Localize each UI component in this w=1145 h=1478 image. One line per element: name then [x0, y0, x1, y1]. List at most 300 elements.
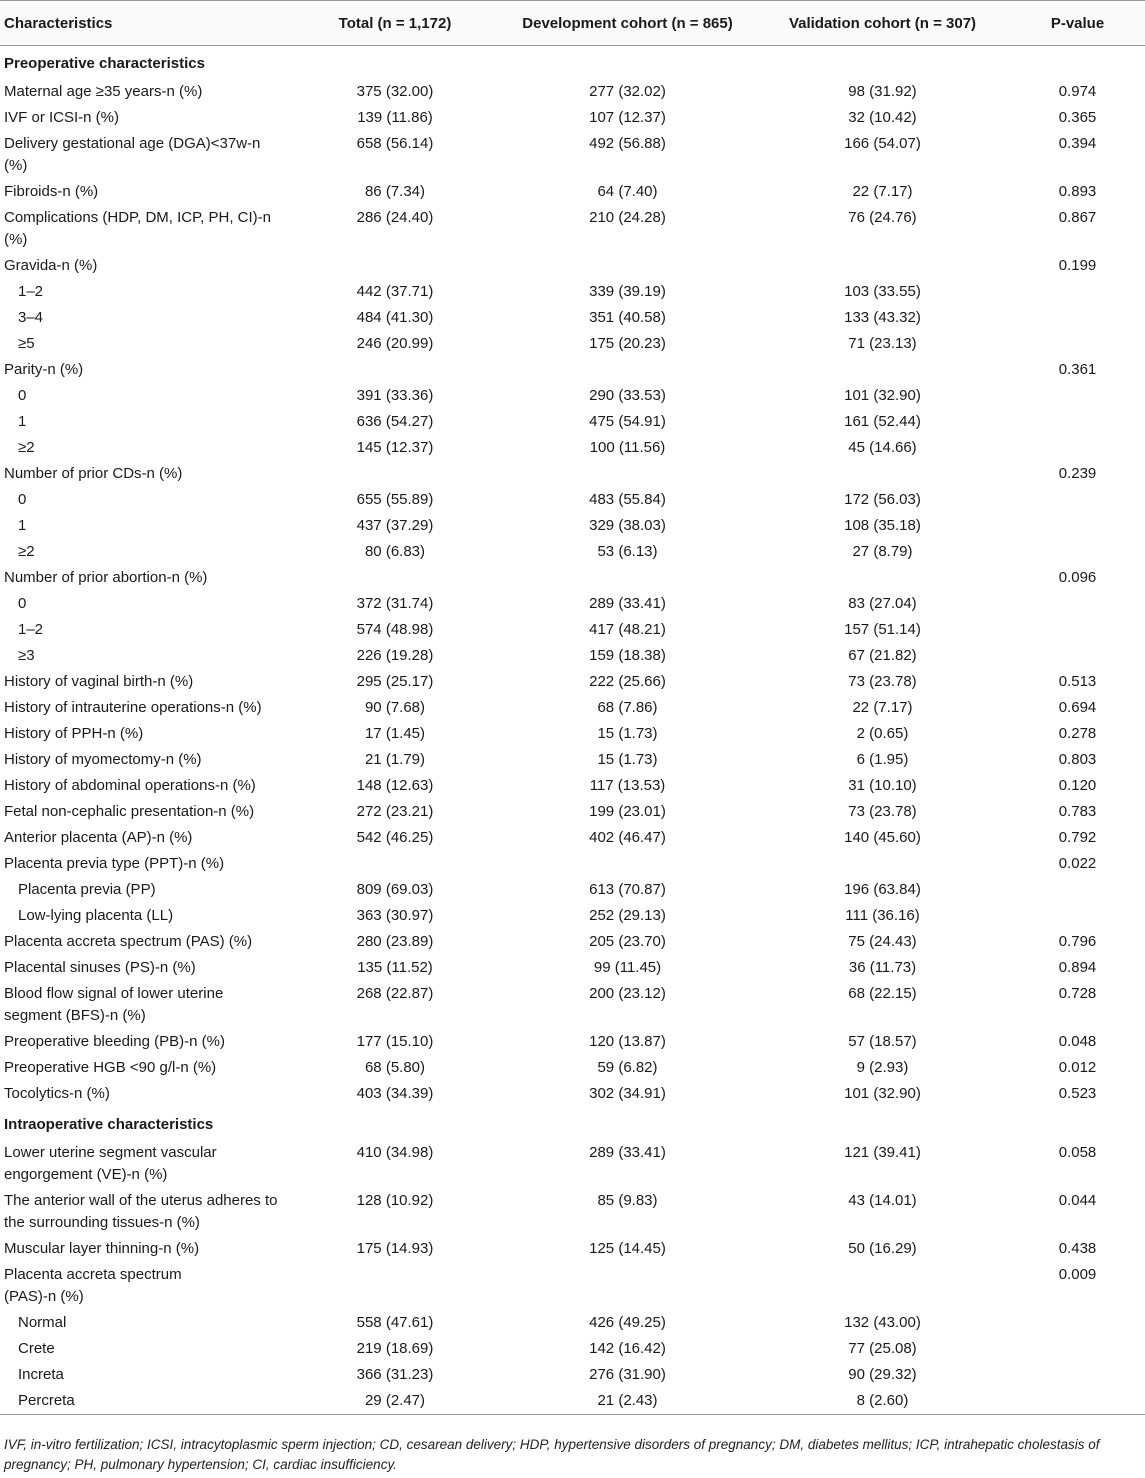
characteristic-label: Gravida-n (%) — [4, 257, 98, 274]
total-cell: 128 (10.92) — [356, 1192, 434, 1209]
development-cohort-cell: 59 (6.82) — [597, 1059, 658, 1076]
table-subrow — [0, 591, 1145, 617]
p-value-cell — [1010, 409, 1145, 435]
characteristic-label: The anterior wall of the uterus adheres to the surrounding tissues-n (%) — [4, 1192, 278, 1231]
validation-cohort-cell: 103 (33.55) — [844, 283, 921, 300]
characteristic-cell — [0, 409, 290, 435]
characteristic-label: 1 — [18, 413, 27, 430]
validation-cohort-cell: 45 (14.66) — [848, 439, 917, 456]
table-subrow — [0, 1362, 1145, 1388]
characteristic-cell — [0, 617, 290, 643]
characteristic-cell — [0, 721, 290, 747]
characteristic-cell — [0, 903, 290, 929]
validation-cohort-cell — [755, 357, 1010, 383]
total-cell: 366 (31.23) — [356, 1366, 434, 1383]
characteristic-label: Percreta — [18, 1392, 75, 1409]
characteristic-cell — [0, 773, 290, 799]
table-row — [0, 721, 1145, 747]
table-row — [0, 981, 1145, 1029]
validation-cohort-cell: 9 (2.93) — [856, 1059, 909, 1076]
validation-cohort-cell — [755, 565, 1010, 591]
validation-cohort-cell: 6 (1.95) — [856, 751, 909, 768]
development-cohort-cell: 426 (49.25) — [589, 1314, 666, 1331]
table-row — [0, 105, 1145, 131]
header-total: Total (n = 1,172) — [290, 1, 500, 46]
characteristic-label: History of myomectomy-n (%) — [4, 751, 202, 768]
total-cell: 372 (31.74) — [356, 595, 434, 612]
p-value-cell: 0.012 — [1058, 1059, 1097, 1076]
characteristic-label: ≥2 — [18, 543, 35, 560]
development-cohort-cell: 85 (9.83) — [597, 1192, 658, 1209]
p-value-cell — [1010, 1388, 1145, 1415]
characteristic-cell — [0, 357, 290, 383]
characteristic-label: IVF or ICSI-n (%) — [4, 109, 120, 126]
characteristic-cell — [0, 1388, 290, 1415]
characteristic-label: Lower uterine segment vascular engorgement (VE)-n (%) — [4, 1144, 217, 1183]
characteristic-label: Delivery gestational age (DGA)<37w-n (%) — [4, 135, 261, 174]
development-cohort-cell: 252 (29.13) — [589, 907, 666, 924]
table-row — [0, 669, 1145, 695]
validation-cohort-cell: 27 (8.79) — [852, 543, 913, 560]
p-value-cell: 0.893 — [1058, 183, 1097, 200]
development-cohort-cell: 290 (33.53) — [589, 387, 666, 404]
characteristic-label: Complications (HDP, DM, ICP, PH, CI)-n (%) — [4, 209, 272, 248]
p-value-cell: 0.058 — [1058, 1144, 1097, 1161]
validation-cohort-cell: 172 (56.03) — [844, 491, 921, 508]
validation-cohort-cell: 90 (29.32) — [848, 1366, 917, 1383]
p-value-cell: 0.438 — [1058, 1240, 1097, 1257]
characteristic-cell — [0, 1029, 290, 1055]
validation-cohort-cell: 101 (32.90) — [844, 387, 921, 404]
characteristic-cell — [0, 1081, 290, 1107]
total-cell: 272 (23.21) — [356, 803, 434, 820]
characteristic-cell — [0, 179, 290, 205]
characteristic-label: Maternal age ≥35 years-n (%) — [4, 83, 203, 100]
characteristic-cell — [0, 1362, 290, 1388]
validation-cohort-cell: 101 (32.90) — [844, 1085, 921, 1102]
development-cohort-cell — [500, 1262, 755, 1310]
characteristic-cell — [0, 1188, 290, 1236]
table-subrow — [0, 903, 1145, 929]
p-value-cell: 0.523 — [1058, 1085, 1097, 1102]
characteristic-cell — [0, 1236, 290, 1262]
characteristic-cell — [0, 877, 290, 903]
table-row — [0, 825, 1145, 851]
table-row — [0, 179, 1145, 205]
characteristic-label: 0 — [18, 491, 27, 508]
validation-cohort-cell: 98 (31.92) — [848, 83, 917, 100]
total-cell: 286 (24.40) — [356, 209, 434, 226]
table-subrow — [0, 877, 1145, 903]
p-value-cell: 0.803 — [1058, 751, 1097, 768]
table-subrow — [0, 305, 1145, 331]
total-cell: 363 (30.97) — [356, 907, 434, 924]
p-value-cell — [1010, 1336, 1145, 1362]
total-cell: 29 (2.47) — [290, 1388, 500, 1415]
validation-cohort-cell: 32 (10.42) — [848, 109, 917, 126]
p-value-cell: 0.278 — [1058, 725, 1097, 742]
development-cohort-cell: 68 (7.86) — [597, 699, 658, 716]
total-cell: 437 (37.29) — [356, 517, 434, 534]
total-cell: 375 (32.00) — [356, 83, 434, 100]
characteristic-label: ≥3 — [18, 647, 35, 664]
characteristic-label: Crete — [18, 1340, 55, 1357]
table-row — [0, 1081, 1145, 1107]
characteristic-label: 1–2 — [18, 283, 44, 300]
characteristic-cell — [0, 1140, 290, 1188]
header-development-cohort: Development cohort (n = 865) — [500, 1, 755, 46]
characteristic-cell — [0, 461, 290, 487]
validation-cohort-cell: 83 (27.04) — [848, 595, 917, 612]
table-body — [0, 46, 1145, 1415]
validation-cohort-cell: 31 (10.10) — [848, 777, 917, 794]
header-row — [0, 1, 1145, 46]
characteristic-label: History of abdominal operations-n (%) — [4, 777, 256, 794]
characteristic-label: Number of prior CDs-n (%) — [4, 465, 183, 482]
validation-cohort-cell: 57 (18.57) — [848, 1033, 917, 1050]
characteristic-label: 1 — [18, 517, 27, 534]
p-value-cell — [1010, 643, 1145, 669]
section-header-row — [0, 46, 1145, 80]
table-row — [0, 851, 1145, 877]
development-cohort-cell: 210 (24.28) — [589, 209, 666, 226]
total-cell: 574 (48.98) — [356, 621, 434, 638]
total-cell: 80 (6.83) — [364, 543, 426, 560]
p-value-cell — [1010, 877, 1145, 903]
validation-cohort-cell: 67 (21.82) — [848, 647, 917, 664]
total-cell — [290, 357, 500, 383]
characteristic-cell — [0, 591, 290, 617]
total-cell: 442 (37.71) — [356, 283, 434, 300]
table-subrow — [0, 1336, 1145, 1362]
table-footnote: IVF, in-vitro fertilization; ICSI, intracytoplasmic sperm injection; CD, cesarean delivery; HDP, hypertensive disorders of pregnancy; DM, diabetes mellitus; ICP, intrahepatic cholestasis of pregnancy; PH, pulmonary hypertension; CI, cardiac insufficiency. — [4, 1437, 1100, 1472]
table-row — [0, 929, 1145, 955]
table-row — [0, 955, 1145, 981]
characteristic-label: Number of prior abortion-n (%) — [4, 569, 208, 586]
p-value-cell — [1010, 331, 1145, 357]
characteristic-cell — [0, 1055, 290, 1081]
total-cell: 280 (23.89) — [356, 933, 434, 950]
table-subrow — [0, 617, 1145, 643]
total-cell: 219 (18.69) — [356, 1340, 434, 1357]
p-value-cell: 0.796 — [1058, 933, 1097, 950]
characteristic-cell — [0, 747, 290, 773]
characteristic-cell — [0, 253, 290, 279]
table-subrow — [0, 513, 1145, 539]
characteristic-cell — [0, 669, 290, 695]
total-cell: 542 (46.25) — [356, 829, 434, 846]
validation-cohort-cell — [755, 851, 1010, 877]
characteristic-cell — [0, 565, 290, 591]
development-cohort-cell: 483 (55.84) — [589, 491, 666, 508]
characteristic-cell — [0, 1310, 290, 1336]
p-value-cell: 0.728 — [1058, 985, 1097, 1002]
total-cell: 175 (14.93) — [356, 1240, 434, 1257]
characteristic-label: ≥2 — [18, 439, 35, 456]
p-value-cell: 0.867 — [1058, 209, 1097, 226]
section-title: Intraoperative characteristics — [4, 1116, 214, 1133]
characteristic-cell — [0, 799, 290, 825]
p-value-cell: 0.009 — [1058, 1266, 1097, 1283]
total-cell: 403 (34.39) — [356, 1085, 434, 1102]
p-value-cell: 0.120 — [1058, 777, 1097, 794]
table-row — [0, 1029, 1145, 1055]
table-row — [0, 253, 1145, 279]
validation-cohort-cell: 73 (23.78) — [848, 673, 917, 690]
development-cohort-cell — [500, 461, 755, 487]
characteristic-label: 0 — [18, 595, 27, 612]
table-subrow — [0, 383, 1145, 409]
characteristic-cell — [0, 929, 290, 955]
characteristic-label: Blood flow signal of lower uterine segment (BFS)-n (%) — [4, 985, 224, 1024]
validation-cohort-cell — [755, 461, 1010, 487]
characteristic-label: Parity-n (%) — [4, 361, 84, 378]
characteristic-label: Placental sinuses (PS)-n (%) — [4, 959, 196, 976]
characteristic-label: Placenta accreta spectrum (PAS) (%) — [4, 933, 253, 950]
characteristic-label: ≥5 — [18, 335, 35, 352]
characteristic-cell — [0, 643, 290, 669]
total-cell — [290, 1262, 500, 1310]
p-value-cell: 0.239 — [1058, 465, 1097, 482]
characteristic-label: History of PPH-n (%) — [4, 725, 144, 742]
characteristic-label: Muscular layer thinning-n (%) — [4, 1240, 200, 1257]
validation-cohort-cell: 140 (45.60) — [844, 829, 921, 846]
development-cohort-cell: 339 (39.19) — [589, 283, 666, 300]
characteristic-label: Placenta accreta spectrum (PAS)-n (%) — [4, 1266, 182, 1305]
p-value-cell — [1010, 383, 1145, 409]
total-cell: 391 (33.36) — [356, 387, 434, 404]
characteristic-cell — [0, 383, 290, 409]
development-cohort-cell: 107 (12.37) — [589, 109, 666, 126]
development-cohort-cell: 99 (11.45) — [593, 959, 662, 976]
table-subrow — [0, 1310, 1145, 1336]
table-row — [0, 131, 1145, 179]
development-cohort-cell — [500, 357, 755, 383]
table-row — [0, 205, 1145, 253]
characteristic-label: Preoperative HGB <90 g/l-n (%) — [4, 1059, 217, 1076]
validation-cohort-cell: 73 (23.78) — [848, 803, 917, 820]
development-cohort-cell: 159 (18.38) — [589, 647, 666, 664]
development-cohort-cell: 117 (13.53) — [589, 777, 666, 794]
p-value-cell — [1010, 305, 1145, 331]
validation-cohort-cell: 108 (35.18) — [844, 517, 921, 534]
table-row — [0, 799, 1145, 825]
development-cohort-cell: 277 (32.02) — [589, 83, 666, 100]
p-value-cell — [1010, 1310, 1145, 1336]
development-cohort-cell: 302 (34.91) — [589, 1085, 666, 1102]
table-row — [0, 747, 1145, 773]
development-cohort-cell: 351 (40.58) — [589, 309, 666, 326]
validation-cohort-cell: 43 (14.01) — [848, 1192, 917, 1209]
development-cohort-cell: 21 (2.43) — [500, 1388, 755, 1415]
characteristic-label: 0 — [18, 387, 27, 404]
validation-cohort-cell: 157 (51.14) — [844, 621, 921, 638]
characteristic-cell — [0, 279, 290, 305]
validation-cohort-cell: 2 (0.65) — [856, 725, 909, 742]
p-value-cell: 0.513 — [1058, 673, 1097, 690]
development-cohort-cell: 205 (23.70) — [589, 933, 666, 950]
p-value-cell: 0.394 — [1058, 135, 1097, 152]
characteristic-label: History of vaginal birth-n (%) — [4, 673, 194, 690]
p-value-cell: 0.365 — [1058, 109, 1097, 126]
total-cell: 21 (1.79) — [364, 751, 426, 768]
validation-cohort-cell — [755, 253, 1010, 279]
development-cohort-cell — [500, 253, 755, 279]
table-subrow — [0, 435, 1145, 461]
validation-cohort-cell: 196 (63.84) — [844, 881, 921, 898]
validation-cohort-cell: 121 (39.41) — [844, 1144, 921, 1161]
total-cell: 295 (25.17) — [356, 673, 434, 690]
table-row — [0, 357, 1145, 383]
p-value-cell: 0.694 — [1058, 699, 1097, 716]
characteristic-label: Increta — [18, 1366, 64, 1383]
characteristic-cell — [0, 851, 290, 877]
development-cohort-cell — [500, 565, 755, 591]
validation-cohort-cell: 77 (25.08) — [848, 1340, 917, 1357]
characteristic-label: Placenta previa (PP) — [18, 881, 156, 898]
development-cohort-cell: 222 (25.66) — [589, 673, 666, 690]
development-cohort-cell: 492 (56.88) — [589, 135, 666, 152]
section-title: Preoperative characteristics — [4, 55, 205, 72]
validation-cohort-cell: 111 (36.16) — [845, 907, 920, 924]
p-value-cell: 0.022 — [1058, 855, 1097, 872]
validation-cohort-cell: 133 (43.32) — [844, 309, 921, 326]
total-cell: 268 (22.87) — [356, 985, 434, 1002]
table-row — [0, 565, 1145, 591]
characteristic-cell — [0, 131, 290, 179]
total-cell: 484 (41.30) — [356, 309, 434, 326]
table-row — [0, 79, 1145, 105]
p-value-cell: 0.361 — [1058, 361, 1097, 378]
table-subrow — [0, 331, 1145, 357]
characteristic-cell — [0, 981, 290, 1029]
table-row — [0, 461, 1145, 487]
p-value-cell — [1010, 513, 1145, 539]
p-value-cell — [1010, 903, 1145, 929]
characteristic-label: History of intrauterine operations-n (%) — [4, 699, 262, 716]
section-header-row — [0, 1107, 1145, 1140]
development-cohort-cell: 15 (1.73) — [597, 725, 658, 742]
table-row — [0, 1188, 1145, 1236]
p-value-cell: 0.974 — [1058, 83, 1097, 100]
p-value-cell — [1010, 617, 1145, 643]
characteristic-cell — [0, 513, 290, 539]
validation-cohort-cell: 76 (24.76) — [848, 209, 917, 226]
characteristic-label: Anterior placenta (AP)-n (%) — [4, 829, 193, 846]
total-cell: 17 (1.45) — [364, 725, 426, 742]
development-cohort-cell: 402 (46.47) — [589, 829, 666, 846]
total-cell: 86 (7.34) — [364, 183, 426, 200]
p-value-cell: 0.048 — [1058, 1033, 1097, 1050]
characteristic-cell — [0, 825, 290, 851]
characteristic-cell — [0, 305, 290, 331]
characteristic-label: Fetal non-cephalic presentation-n (%) — [4, 803, 255, 820]
table-row — [0, 1140, 1145, 1188]
validation-cohort-cell: 68 (22.15) — [848, 985, 917, 1002]
characteristic-cell — [0, 487, 290, 513]
validation-cohort-cell: 161 (52.44) — [844, 413, 921, 430]
characteristic-label: Normal — [18, 1314, 67, 1331]
p-value-cell: 0.096 — [1058, 569, 1097, 586]
p-value-cell: 0.792 — [1058, 829, 1097, 846]
development-cohort-cell: 417 (48.21) — [589, 621, 666, 638]
table-row — [0, 1262, 1145, 1310]
total-cell: 177 (15.10) — [356, 1033, 434, 1050]
characteristic-label: Fibroids-n (%) — [4, 183, 99, 200]
development-cohort-cell: 613 (70.87) — [589, 881, 666, 898]
total-cell: 135 (11.52) — [357, 959, 433, 976]
p-value-cell: 0.199 — [1058, 257, 1097, 274]
development-cohort-cell: 200 (23.12) — [589, 985, 666, 1002]
validation-cohort-cell: 71 (23.13) — [848, 335, 917, 352]
total-cell — [290, 461, 500, 487]
p-value-cell: 0.783 — [1058, 803, 1097, 820]
table-subrow — [0, 279, 1145, 305]
development-cohort-cell: 100 (11.56) — [589, 439, 666, 456]
table-row — [0, 695, 1145, 721]
development-cohort-cell: 289 (33.41) — [589, 1144, 666, 1161]
development-cohort-cell: 125 (14.45) — [589, 1240, 666, 1257]
development-cohort-cell: 64 (7.40) — [597, 183, 658, 200]
total-cell: 68 (5.80) — [364, 1059, 426, 1076]
table-header — [0, 1, 1145, 46]
characteristic-cell — [0, 205, 290, 253]
characteristic-cell — [0, 539, 290, 565]
validation-cohort-cell: 22 (7.17) — [852, 183, 913, 200]
development-cohort-cell: 142 (16.42) — [589, 1340, 666, 1357]
development-cohort-cell: 276 (31.90) — [589, 1366, 666, 1383]
validation-cohort-cell: 166 (54.07) — [844, 135, 921, 152]
characteristic-label: Tocolytics-n (%) — [4, 1085, 110, 1102]
characteristic-cell — [0, 1336, 290, 1362]
header-p-value: P-value — [1010, 1, 1145, 46]
total-cell — [290, 565, 500, 591]
validation-cohort-cell: 132 (43.00) — [844, 1314, 921, 1331]
p-value-cell — [1010, 279, 1145, 305]
characteristic-cell — [0, 435, 290, 461]
validation-cohort-cell: 22 (7.17) — [852, 699, 913, 716]
total-cell: 90 (7.68) — [364, 699, 426, 716]
validation-cohort-cell: 36 (11.73) — [848, 959, 917, 976]
total-cell — [290, 851, 500, 877]
characteristic-cell — [0, 695, 290, 721]
characteristic-label: Preoperative bleeding (PB)-n (%) — [4, 1033, 225, 1050]
table-row — [0, 1236, 1145, 1262]
development-cohort-cell: 15 (1.73) — [597, 751, 658, 768]
validation-cohort-cell — [755, 1262, 1010, 1310]
development-cohort-cell: 53 (6.13) — [597, 543, 658, 560]
p-value-cell — [1010, 435, 1145, 461]
development-cohort-cell: 475 (54.91) — [589, 413, 666, 430]
total-cell: 636 (54.27) — [356, 413, 434, 430]
development-cohort-cell: 329 (38.03) — [589, 517, 666, 534]
table-subrow — [0, 1388, 1145, 1415]
p-value-cell: 0.894 — [1058, 959, 1097, 976]
p-value-cell — [1010, 1362, 1145, 1388]
validation-cohort-cell: 8 (2.60) — [755, 1388, 1010, 1415]
total-cell: 145 (12.37) — [356, 439, 434, 456]
total-cell: 226 (19.28) — [356, 647, 434, 664]
total-cell: 246 (20.99) — [356, 335, 434, 352]
p-value-cell: 0.044 — [1058, 1192, 1097, 1209]
characteristic-label: Placenta previa type (PPT)-n (%) — [4, 855, 225, 872]
total-cell: 410 (34.98) — [356, 1144, 434, 1161]
p-value-cell — [1010, 487, 1145, 513]
total-cell — [290, 253, 500, 279]
table-row — [0, 773, 1145, 799]
p-value-cell — [1010, 591, 1145, 617]
development-cohort-cell: 289 (33.41) — [589, 595, 666, 612]
